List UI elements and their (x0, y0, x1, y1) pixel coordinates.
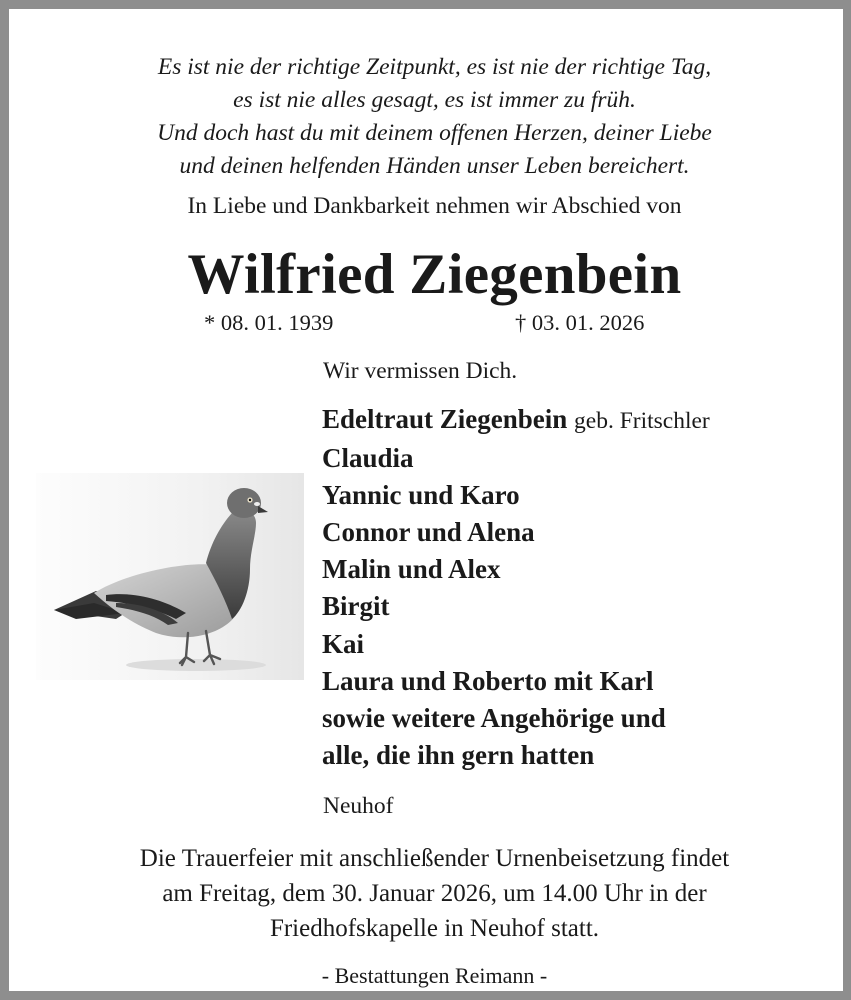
mourner-line: Claudia (322, 443, 414, 474)
mourner-line: alle, die ihn gern hatten (322, 739, 595, 770)
mourner-line: Kai (322, 628, 365, 659)
poem-line: es ist nie alles gesagt, es ist immer zu früh. (233, 87, 636, 113)
place-name: Neuhof (323, 793, 394, 819)
ceremony-line: Die Trauerfeier mit anschließender Urnenbeisetzung findet (139, 845, 730, 872)
pigeon-photo (36, 473, 304, 680)
pigeon-image (36, 473, 304, 680)
poem-line: und deinen helfenden Händen unser Leben bereichert. (179, 153, 690, 179)
poem-line: Es ist nie der richtige Zeitpunkt, es ist nie der richtige Tag, (157, 54, 712, 80)
birth-date: * 08. 01. 1939 (204, 310, 334, 335)
ceremony-line: Friedhofskapelle in Neuhof statt. (269, 915, 600, 942)
miss-text: Wir vermissen Dich. (323, 358, 518, 384)
poem-line: Und doch hast du mit deinem offenen Herzen, deiner Liebe (157, 120, 712, 146)
mourner-line: Birgit (322, 591, 390, 622)
mourner-maiden-name: geb. Fritschler (574, 408, 710, 434)
mourner-line: Laura und Roberto mit Karl (322, 665, 654, 696)
mourner-line: sowie weitere Angehörige und (322, 702, 666, 733)
deceased-name: Wilfried Ziegenbein (187, 243, 682, 306)
mourner-line: Malin und Alex (322, 554, 501, 585)
mourners-list (322, 401, 710, 774)
mourner-line: Connor und Alena (322, 517, 535, 548)
ceremony-text (9, 841, 851, 946)
undertaker-name: - Bestattungen Reimann - (321, 963, 548, 988)
ceremony-line: am Freitag, dem 30. Januar 2026, um 14.00 Uhr in der (162, 880, 707, 907)
mourner-name: Edeltraut Ziegenbein (322, 404, 568, 434)
mourner-line (322, 401, 710, 440)
death-date: † 03. 01. 2026 (515, 310, 645, 335)
intro-text: In Liebe und Dankbarkeit nehmen wir Abschied von (187, 193, 682, 219)
poem (9, 51, 851, 183)
mourner-line: Yannic und Karo (322, 480, 520, 511)
